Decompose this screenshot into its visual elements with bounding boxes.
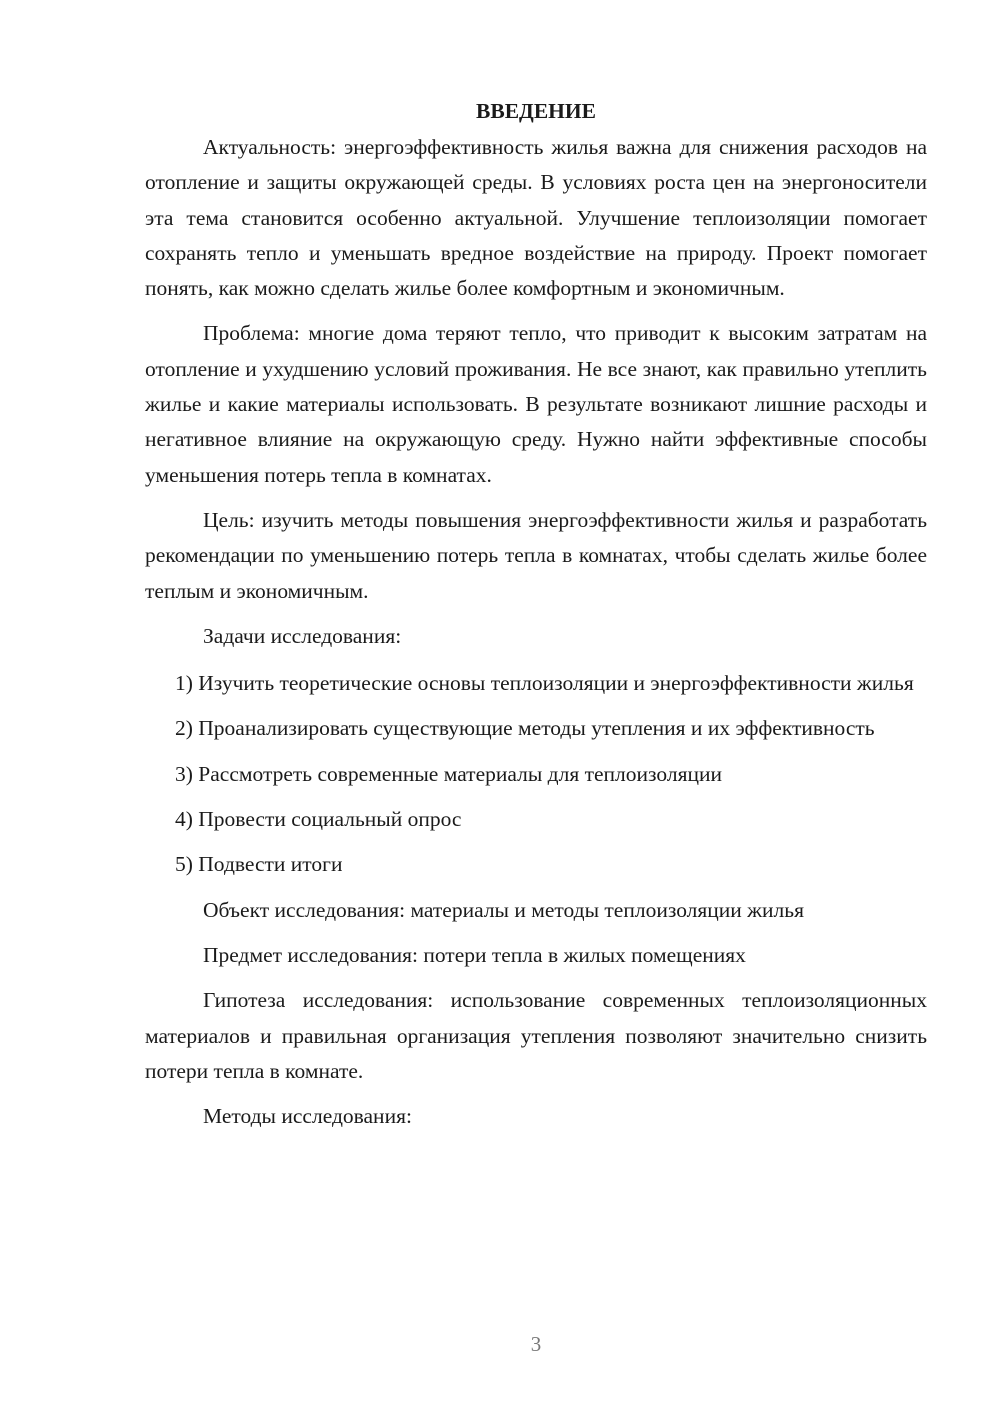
task-item-2: 2) Проанализировать существующие методы утепления и их эффективность [175, 716, 875, 741]
document-page [145, 92, 927, 1144]
methods-heading: Методы исследования: [203, 1104, 412, 1129]
tasks-heading: Задачи исследования: [203, 623, 402, 648]
section-title: ВВЕДЕНИЕ [476, 99, 596, 123]
task-item-5: 5) Подвести итоги [175, 852, 343, 877]
page-number: 3 [530, 1332, 542, 1356]
subject-paragraph: Предмет исследования: потери тепла в жилых помещениях [203, 942, 746, 967]
task-item-3: 3) Рассмотреть современные материалы для теплоизоляции [175, 761, 722, 786]
task-item-1: 1) Изучить теоретические основы теплоизоляции и энергоэффективности жилья [175, 671, 914, 696]
relevance-paragraph: Актуальность: энергоэффективность жилья важна для снижения расходов на отопление и защиты окружающей среды. В условиях роста цен на энергоносители эта тема становится особенно актуальной. Улучшение теплоизоляции помогает сохранять тепло и уменьшать вредное воздействие на природу. Проект помогает понять, как можно сделать жилье более комфортным и экономичным. [145, 135, 927, 301]
object-paragraph: Объект исследования: материалы и методы теплоизоляции жилья [203, 897, 804, 922]
task-item-4: 4) Провести социальный опрос [175, 807, 462, 832]
goal-paragraph: Цель: изучить методы повышения энергоэффективности жилья и разработать рекомендации по уменьшению потерь тепла в комнатах, чтобы сделать жилье более теплым и экономичным. [145, 507, 927, 603]
hypothesis-paragraph: Гипотеза исследования: использование современных теплоизоляционных материалов и правильная организация утепления позволяют значительно снизить потери тепла в комнате. [145, 988, 927, 1083]
problem-paragraph: Проблема: многие дома теряют тепло, что приводит к высоким затратам на отопление и ухудшению условий проживания. Не все знают, как правильно утеплить жилье и какие материалы использовать. В результате возникают лишние расходы и негативное влияние на окружающую среду. Нужно найти эффективные способы уменьшения потерь тепла в комнатах. [145, 321, 927, 487]
